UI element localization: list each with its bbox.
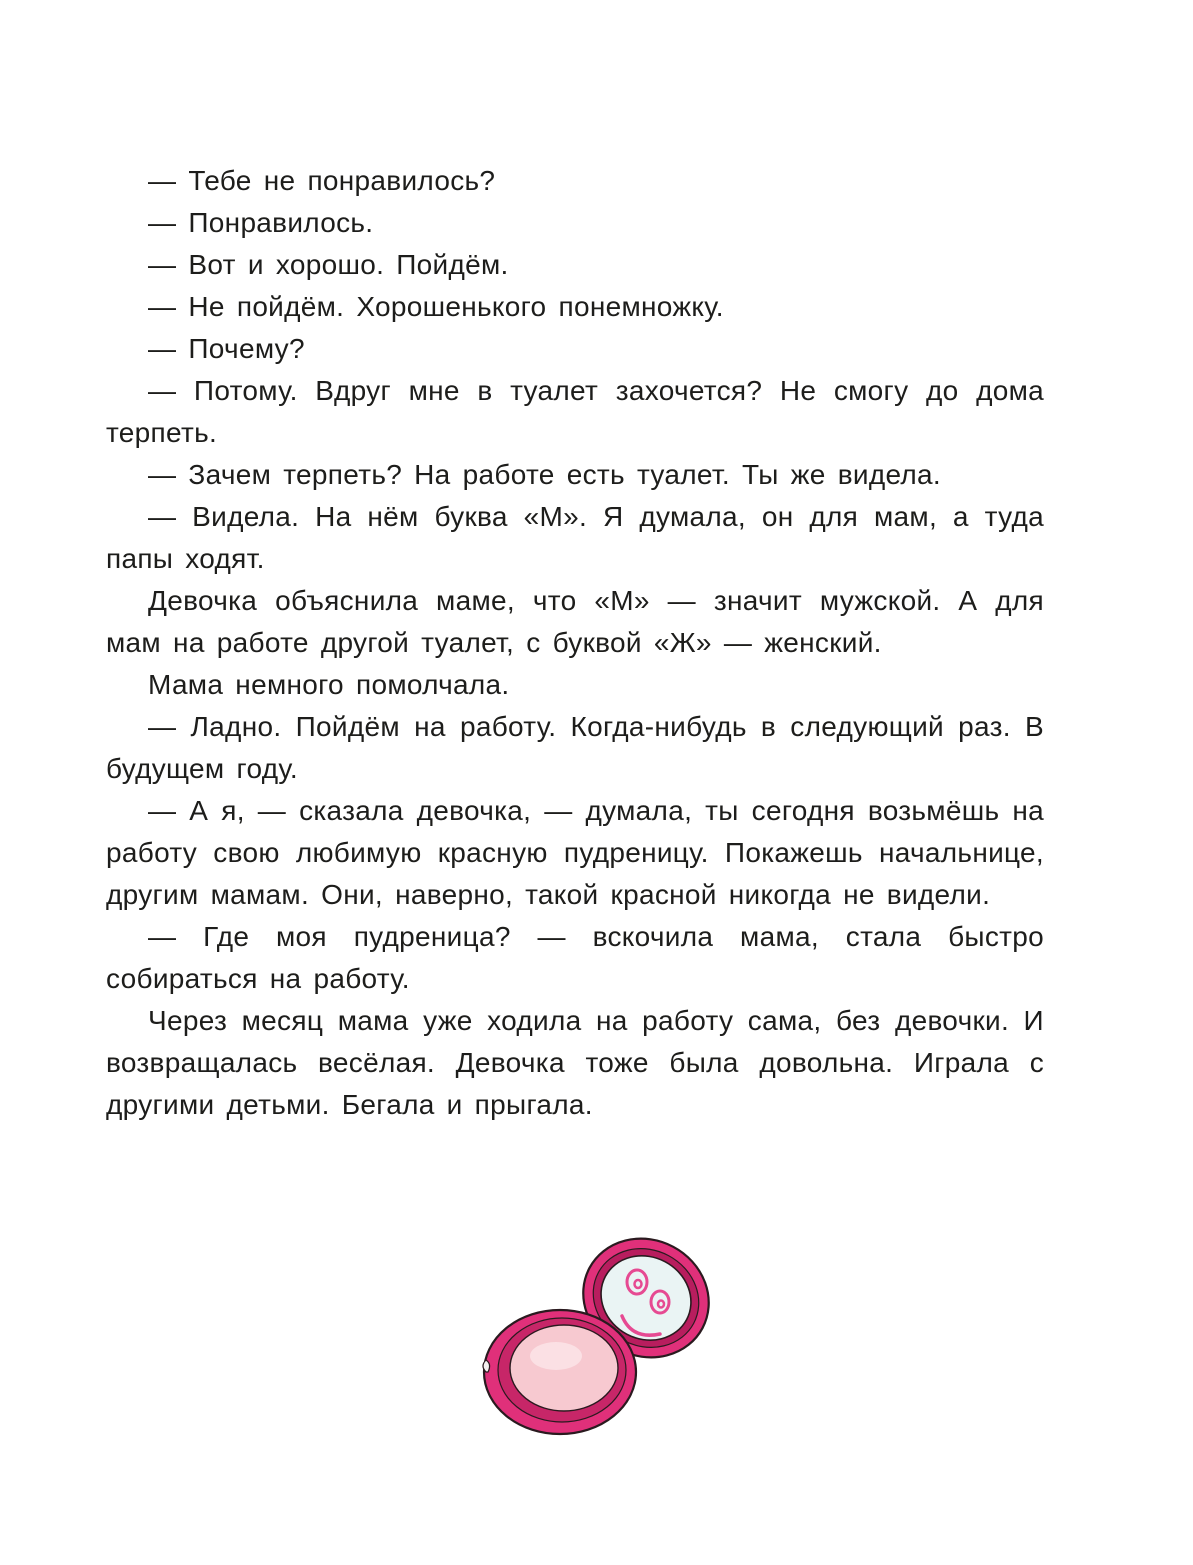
paragraph-3: — Вот и хорошо. Пойдём. <box>148 249 509 280</box>
paragraph-5: — Почему? <box>148 333 305 364</box>
paragraph-1: — Тебе не понравилось? <box>148 165 496 196</box>
compact-base <box>483 1310 636 1434</box>
paragraph-4: — Не пойдём. Хорошенького понемножку. <box>148 291 724 322</box>
paragraph-6: — Потому. Вдруг мне в туалет захочется? Не смогу до дома терпеть. <box>106 375 1044 448</box>
paragraph-11: — Ладно. Пойдём на работу. Когда-нибудь в следующий раз. В будущем году. <box>106 711 1044 784</box>
paragraph-14: Через месяц мама уже ходила на работу сама, без девочки. И возвращалась весёлая. Девочка тоже была довольна. Играла с другими детьми. Бегала и прыгала. <box>106 1005 1044 1120</box>
paragraph-13: — Где моя пудреница? — вскочила мама, стала быстро собираться на работу. <box>106 921 1044 994</box>
powder-compact-icon <box>476 1230 726 1440</box>
paragraph-12: — А я, — сказала девочка, — думала, ты сегодня возьмёшь на работу свою любимую красную пудреницу. Покажешь начальнице, другим мамам. Они, наверно, такой красной никогда не видели. <box>106 795 1044 910</box>
paragraph-9: Девочка объяснила маме, что «М» — значит мужской. А для мам на работе другой туалет, с буквой «Ж» — женский. <box>106 585 1044 658</box>
powder-highlight <box>530 1342 582 1370</box>
base-clasp <box>483 1360 490 1372</box>
paragraph-10: Мама немного помолчала. <box>148 669 510 700</box>
paragraph-7: — Зачем терпеть? На работе есть туалет. Ты же видела. <box>148 459 941 490</box>
story-text <box>106 160 1044 1126</box>
paragraph-2: — Понравилось. <box>148 207 374 238</box>
paragraph-8: — Видела. На нём буква «М». Я думала, он для мам, а туда папы ходят. <box>106 501 1044 574</box>
